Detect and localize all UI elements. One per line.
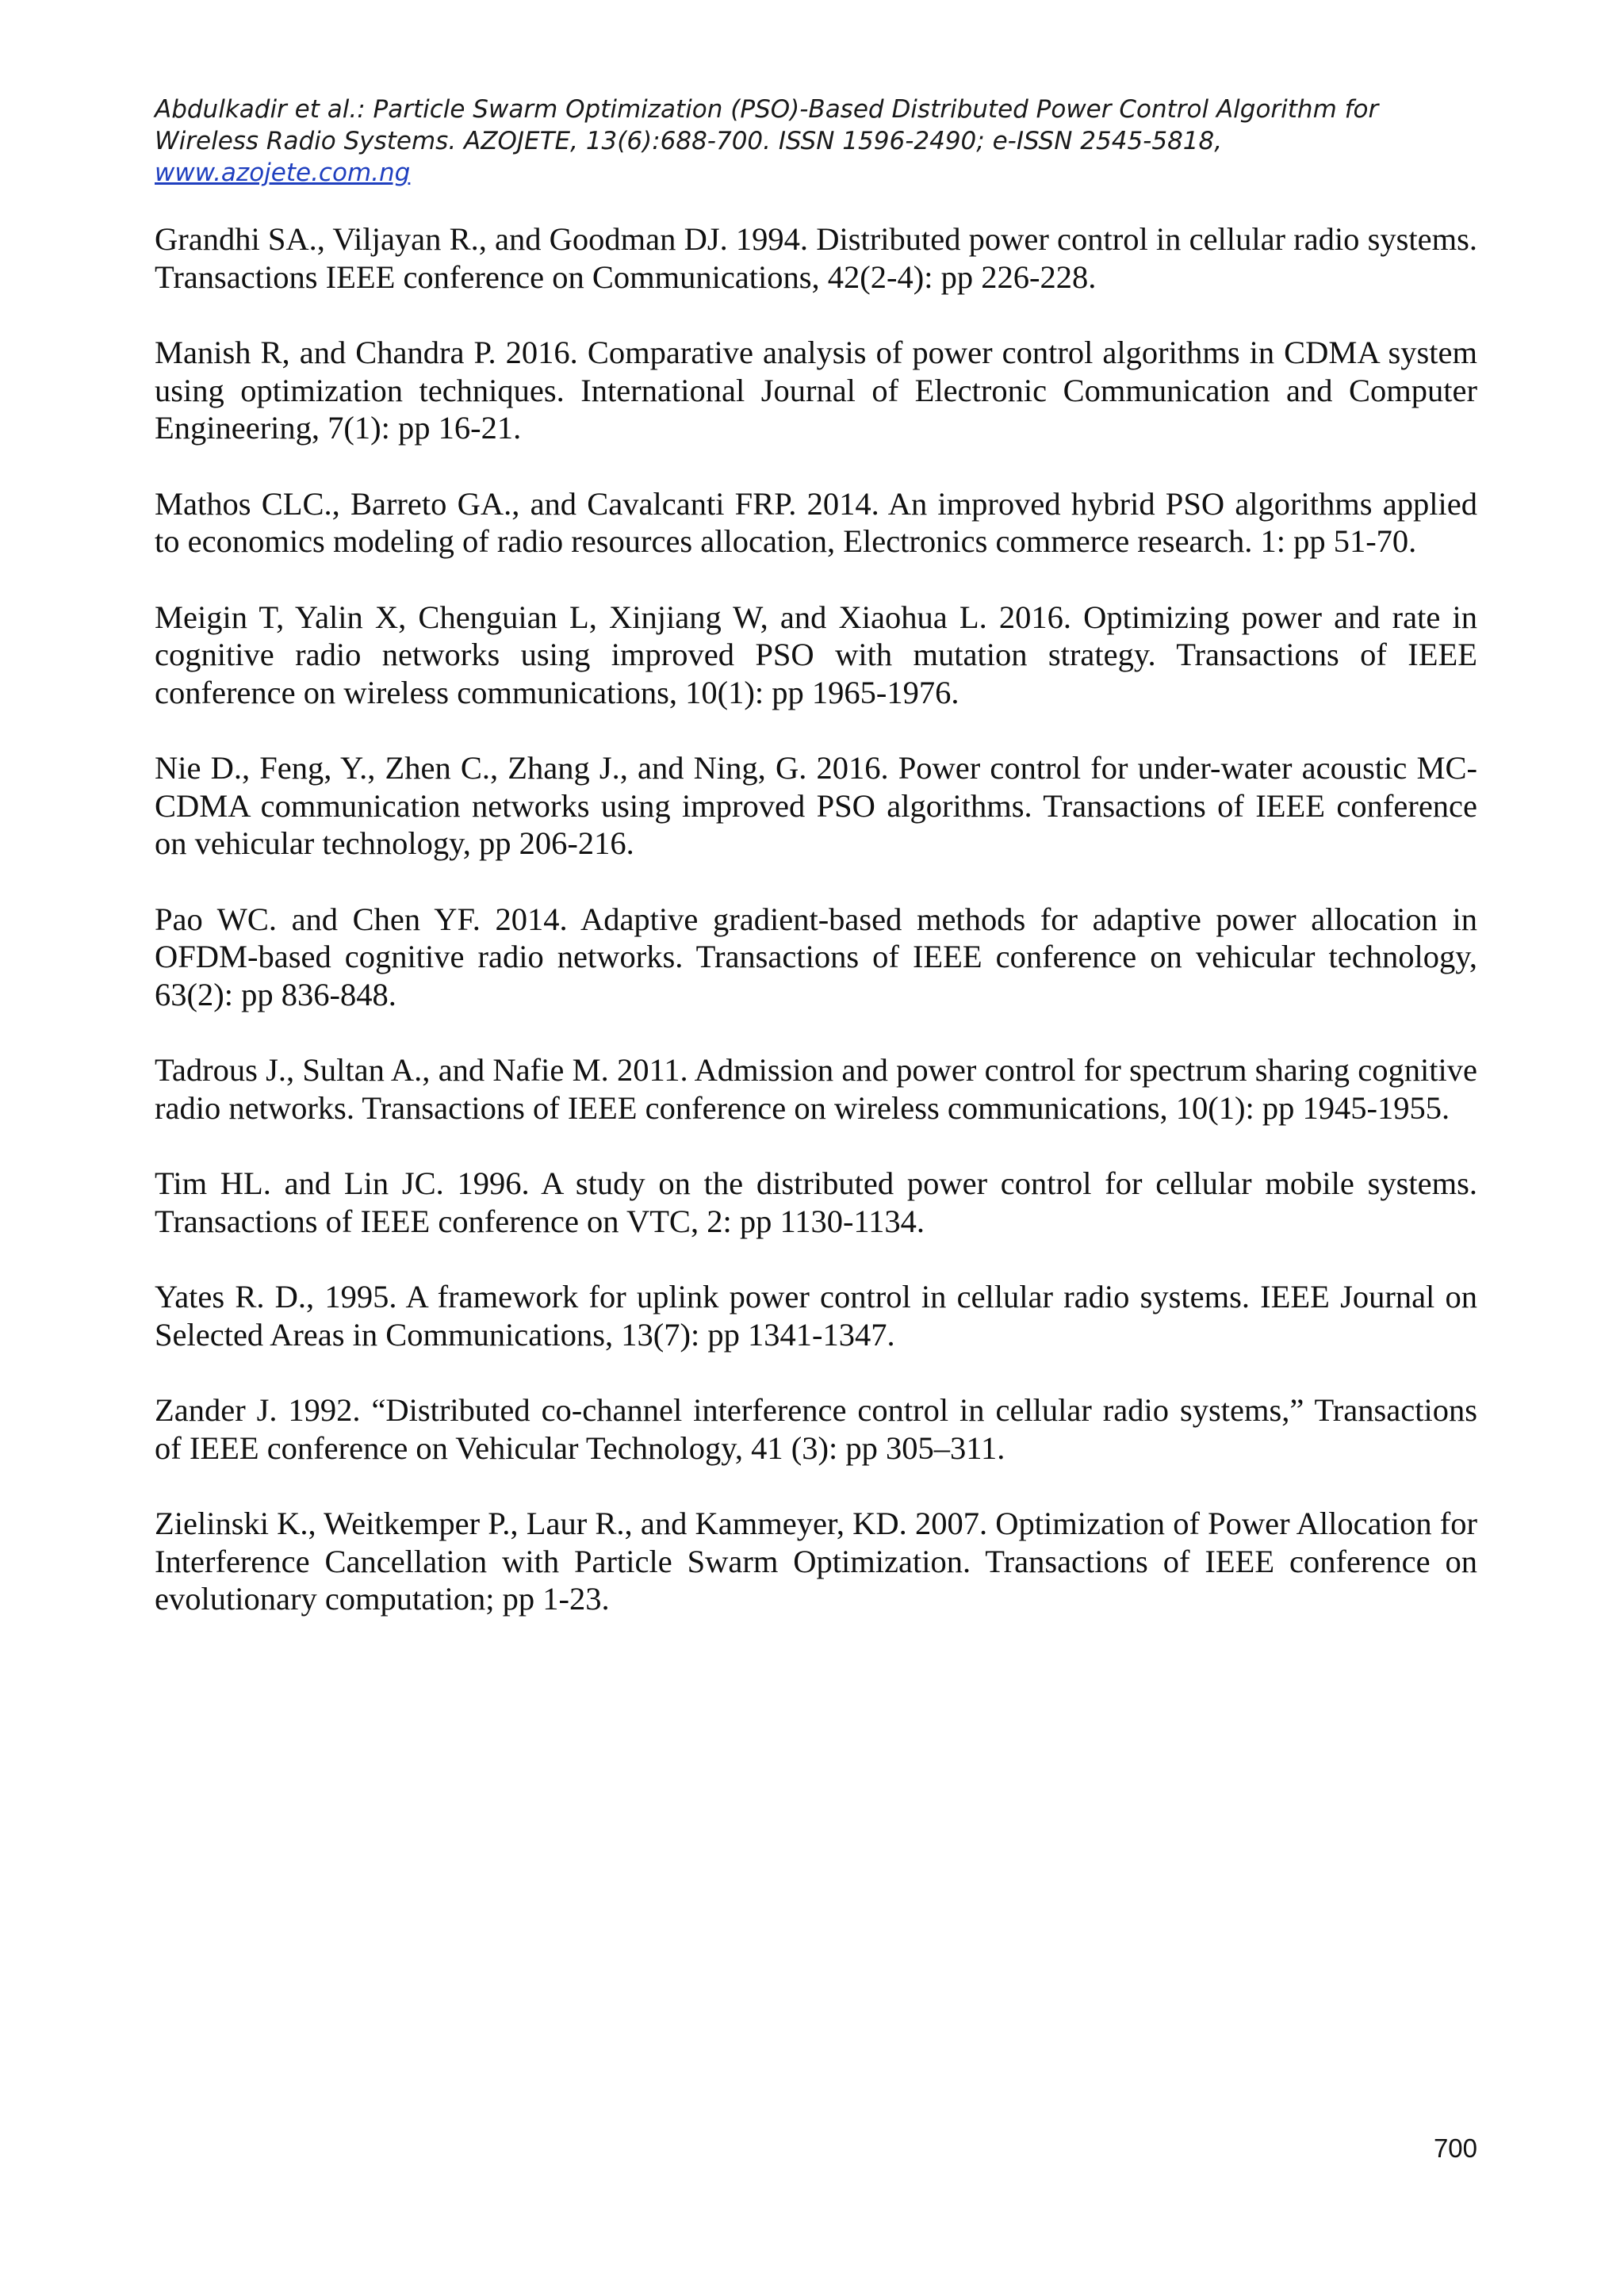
reference-item: Zielinski K., Weitkemper P., Laur R., and Kammeyer, KD. 2007. Optimization of Power Allocation for Interference Cancellation with Particle Swarm Optimization. Transactions of IEEE conference on evolutionary computation; pp 1-23. — [155, 1506, 1477, 1617]
reference-item: Tim HL. and Lin JC. 1996. A study on the distributed power control for cellular mobile systems. Transactions of IEEE conference on VTC, 2: pp 1130-1134. — [155, 1165, 1477, 1239]
running-header — [155, 94, 1487, 189]
reference-item: Manish R, and Chandra P. 2016. Comparative analysis of power control algorithms in CDMA system using optimization techniques. International Journal of Electronic Communication and Computer Engineering, 7(1): pp 16-21. — [155, 335, 1477, 446]
reference-list — [155, 220, 1477, 1656]
header-citation-line-1: Abdulkadir et al.: Particle Swarm Optimization (PSO)-Based Distributed Power Control Algorithm for — [155, 95, 1379, 124]
reference-item: Pao WC. and Chen YF. 2014. Adaptive gradient-based methods for adaptive power allocation in OFDM-based cognitive radio networks. Transactions of IEEE conference on vehicular technology, 63(2): pp 836-848. — [155, 901, 1477, 1012]
page-number: 700 — [1433, 2133, 1477, 2163]
journal-website-link[interactable]: www.azojete.com.ng — [155, 159, 411, 187]
header-citation-line-2: Wireless Radio Systems. AZOJETE, 13(6):688-700. ISSN 1596-2490; e-ISSN 2545-5818, — [155, 127, 1223, 155]
reference-item: Zander J. 1992. “Distributed co-channel interference control in cellular radio systems,” Transactions of IEEE conference on Vehicular Technology, 41 (3): pp 305–311. — [155, 1392, 1477, 1466]
reference-item: Grandhi SA., Viljayan R., and Goodman DJ. 1994. Distributed power control in cellular radio systems. Transactions IEEE conference on Communications, 42(2-4): pp 226-228. — [155, 221, 1477, 295]
reference-item: Nie D., Feng, Y., Zhen C., Zhang J., and Ning, G. 2016. Power control for under-water acoustic MC-CDMA communication networks using improved PSO algorithms. Transactions of IEEE conference on vehicular technology, pp 206-216. — [155, 750, 1477, 861]
reference-item: Meigin T, Yalin X, Chenguian L, Xinjiang W, and Xiaohua L. 2016. Optimizing power and rate in cognitive radio networks using improved PSO with mutation strategy. Transactions of IEEE conference on wireless communications, 10(1): pp 1965-1976. — [155, 599, 1477, 710]
reference-item: Mathos CLC., Barreto GA., and Cavalcanti FRP. 2014. An improved hybrid PSO algorithms applied to economics modeling of radio resources allocation, Electronics commerce research. 1: pp 51-70. — [155, 485, 1477, 559]
reference-item: Tadrous J., Sultan A., and Nafie M. 2011. Admission and power control for spectrum sharing cognitive radio networks. Transactions of IEEE conference on wireless communications, 10(1): pp 1945-1955. — [155, 1052, 1477, 1126]
reference-item: Yates R. D., 1995. A framework for uplink power control in cellular radio systems. IEEE Journal on Selected Areas in Communications, 13(7): pp 1341-1347. — [155, 1279, 1477, 1353]
